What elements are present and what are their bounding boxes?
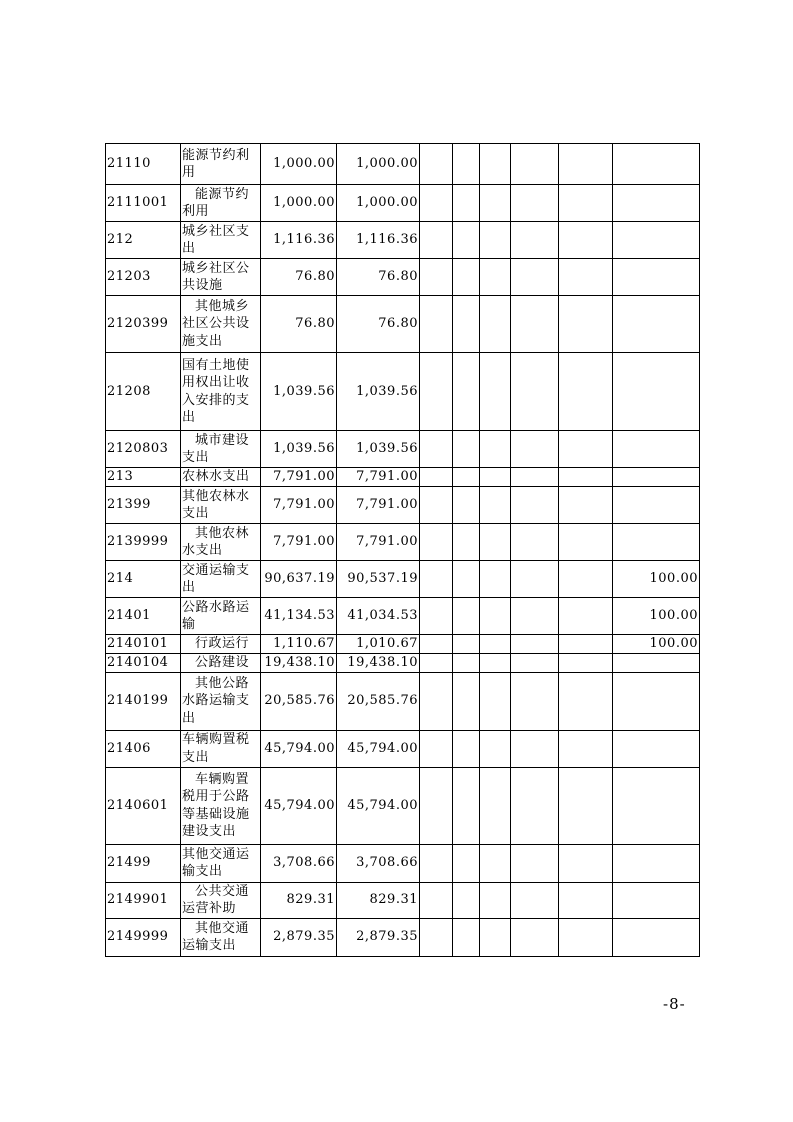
row-name: 公路建设 xyxy=(181,654,261,673)
row-cell-9 xyxy=(559,259,613,296)
row-total: 829.31 xyxy=(261,882,337,918)
row-name: 城市建设支出 xyxy=(181,431,261,468)
row-total: 76.80 xyxy=(261,259,337,296)
row-cell-5 xyxy=(420,767,453,844)
row-name: 城乡社区公共设施 xyxy=(181,259,261,296)
row-cell-10 xyxy=(613,468,700,487)
row-general: 7,791.00 xyxy=(337,487,420,524)
row-cell-7 xyxy=(480,296,511,353)
row-name: 车辆购置税用于公路等基础设施建设支出 xyxy=(181,767,261,844)
row-name: 其他农林水支出 xyxy=(181,487,261,524)
row-cell-8 xyxy=(511,598,559,635)
row-total: 1,116.36 xyxy=(261,222,337,259)
table-row xyxy=(106,468,700,487)
row-code: 21399 xyxy=(106,487,181,524)
row-cell-9 xyxy=(559,654,613,673)
row-cell-9 xyxy=(559,185,613,222)
row-total: 41,134.53 xyxy=(261,598,337,635)
row-total: 3,708.66 xyxy=(261,844,337,882)
row-total: 2,879.35 xyxy=(261,918,337,956)
row-cell-10 xyxy=(613,672,700,730)
row-total: 45,794.00 xyxy=(261,730,337,767)
row-code: 21406 xyxy=(106,730,181,767)
row-code: 2140101 xyxy=(106,635,181,654)
row-code: 2111001 xyxy=(106,185,181,222)
row-cell-5 xyxy=(420,882,453,918)
row-cell-6 xyxy=(453,767,480,844)
row-name: 车辆购置税支出 xyxy=(181,730,261,767)
table-row xyxy=(106,598,700,635)
row-cell-7 xyxy=(480,353,511,431)
row-total: 19,438.10 xyxy=(261,654,337,673)
row-cell-8 xyxy=(511,144,559,185)
row-general: 20,585.76 xyxy=(337,672,420,730)
row-cell-10: 100.00 xyxy=(613,561,700,598)
row-cell-5 xyxy=(420,487,453,524)
row-cell-6 xyxy=(453,635,480,654)
row-cell-9 xyxy=(559,431,613,468)
row-cell-9 xyxy=(559,598,613,635)
row-cell-7 xyxy=(480,468,511,487)
row-code: 2140601 xyxy=(106,767,181,844)
row-cell-5 xyxy=(420,598,453,635)
row-cell-9 xyxy=(559,296,613,353)
row-cell-7 xyxy=(480,767,511,844)
row-cell-7 xyxy=(480,635,511,654)
row-cell-10 xyxy=(613,524,700,561)
row-code: 2149999 xyxy=(106,918,181,956)
row-cell-5 xyxy=(420,918,453,956)
row-code: 21208 xyxy=(106,353,181,431)
row-cell-7 xyxy=(480,487,511,524)
row-general: 1,039.56 xyxy=(337,431,420,468)
table-row xyxy=(106,654,700,673)
row-cell-9 xyxy=(559,144,613,185)
row-cell-5 xyxy=(420,185,453,222)
row-cell-7 xyxy=(480,672,511,730)
row-code: 21203 xyxy=(106,259,181,296)
row-cell-9 xyxy=(559,882,613,918)
row-cell-7 xyxy=(480,259,511,296)
row-name: 农林水支出 xyxy=(181,468,261,487)
row-cell-10 xyxy=(613,767,700,844)
row-cell-10 xyxy=(613,353,700,431)
row-cell-5 xyxy=(420,296,453,353)
table-row xyxy=(106,144,700,185)
row-cell-7 xyxy=(480,598,511,635)
row-cell-8 xyxy=(511,259,559,296)
row-cell-7 xyxy=(480,222,511,259)
row-general: 76.80 xyxy=(337,259,420,296)
row-cell-7 xyxy=(480,844,511,882)
row-cell-8 xyxy=(511,672,559,730)
row-cell-8 xyxy=(511,524,559,561)
row-general: 41,034.53 xyxy=(337,598,420,635)
table-row xyxy=(106,487,700,524)
row-cell-7 xyxy=(480,144,511,185)
row-name: 行政运行 xyxy=(181,635,261,654)
row-cell-7 xyxy=(480,918,511,956)
row-cell-10 xyxy=(613,259,700,296)
row-general: 1,116.36 xyxy=(337,222,420,259)
row-code: 213 xyxy=(106,468,181,487)
row-cell-7 xyxy=(480,561,511,598)
row-total: 90,637.19 xyxy=(261,561,337,598)
row-cell-10 xyxy=(613,296,700,353)
row-cell-10 xyxy=(613,222,700,259)
budget-table xyxy=(105,143,700,957)
row-cell-6 xyxy=(453,918,480,956)
table-row xyxy=(106,844,700,882)
row-total: 7,791.00 xyxy=(261,524,337,561)
row-cell-10 xyxy=(613,844,700,882)
row-cell-6 xyxy=(453,431,480,468)
row-cell-5 xyxy=(420,672,453,730)
row-cell-10 xyxy=(613,730,700,767)
row-cell-9 xyxy=(559,767,613,844)
row-cell-8 xyxy=(511,730,559,767)
row-cell-6 xyxy=(453,222,480,259)
row-cell-10: 100.00 xyxy=(613,598,700,635)
row-cell-6 xyxy=(453,672,480,730)
row-total: 7,791.00 xyxy=(261,468,337,487)
row-cell-8 xyxy=(511,635,559,654)
row-general: 1,010.67 xyxy=(337,635,420,654)
row-cell-10 xyxy=(613,185,700,222)
row-cell-8 xyxy=(511,487,559,524)
row-cell-5 xyxy=(420,844,453,882)
row-name: 公共交通运营补助 xyxy=(181,882,261,918)
row-general: 76.80 xyxy=(337,296,420,353)
row-cell-5 xyxy=(420,144,453,185)
row-code: 2140104 xyxy=(106,654,181,673)
row-cell-6 xyxy=(453,468,480,487)
row-cell-10 xyxy=(613,431,700,468)
row-general: 829.31 xyxy=(337,882,420,918)
row-cell-6 xyxy=(453,561,480,598)
row-cell-8 xyxy=(511,222,559,259)
row-total: 1,039.56 xyxy=(261,431,337,468)
row-cell-9 xyxy=(559,918,613,956)
row-cell-6 xyxy=(453,844,480,882)
row-cell-6 xyxy=(453,882,480,918)
row-cell-5 xyxy=(420,259,453,296)
row-name: 其他城乡社区公共设施支出 xyxy=(181,296,261,353)
row-cell-9 xyxy=(559,487,613,524)
row-cell-10 xyxy=(613,654,700,673)
table-row xyxy=(106,524,700,561)
row-code: 214 xyxy=(106,561,181,598)
row-name: 交通运输支出 xyxy=(181,561,261,598)
row-code: 2139999 xyxy=(106,524,181,561)
row-cell-8 xyxy=(511,844,559,882)
table-row xyxy=(106,259,700,296)
row-cell-10 xyxy=(613,882,700,918)
table-row xyxy=(106,431,700,468)
row-total: 1,000.00 xyxy=(261,144,337,185)
row-cell-9 xyxy=(559,561,613,598)
row-cell-6 xyxy=(453,353,480,431)
table-row xyxy=(106,672,700,730)
row-code: 21110 xyxy=(106,144,181,185)
row-name: 其他公路水路运输支出 xyxy=(181,672,261,730)
table-row xyxy=(106,222,700,259)
row-cell-8 xyxy=(511,561,559,598)
row-cell-7 xyxy=(480,730,511,767)
page-number: -8- xyxy=(663,995,686,1013)
row-cell-9 xyxy=(559,524,613,561)
row-name: 能源节约利用 xyxy=(181,144,261,185)
row-total: 1,000.00 xyxy=(261,185,337,222)
row-cell-7 xyxy=(480,431,511,468)
row-cell-8 xyxy=(511,882,559,918)
table-row xyxy=(106,918,700,956)
row-cell-9 xyxy=(559,635,613,654)
row-code: 2120803 xyxy=(106,431,181,468)
row-cell-6 xyxy=(453,730,480,767)
row-general: 7,791.00 xyxy=(337,524,420,561)
row-total: 1,039.56 xyxy=(261,353,337,431)
row-name: 城乡社区支出 xyxy=(181,222,261,259)
row-cell-5 xyxy=(420,431,453,468)
row-general: 1,000.00 xyxy=(337,185,420,222)
row-general: 19,438.10 xyxy=(337,654,420,673)
row-cell-8 xyxy=(511,185,559,222)
row-cell-6 xyxy=(453,185,480,222)
row-cell-8 xyxy=(511,654,559,673)
table-row xyxy=(106,730,700,767)
row-name: 能源节约利用 xyxy=(181,185,261,222)
row-cell-5 xyxy=(420,635,453,654)
row-cell-8 xyxy=(511,431,559,468)
row-cell-7 xyxy=(480,185,511,222)
row-total: 76.80 xyxy=(261,296,337,353)
row-name: 其他交通运输支出 xyxy=(181,844,261,882)
row-cell-10 xyxy=(613,487,700,524)
row-general: 90,537.19 xyxy=(337,561,420,598)
row-cell-9 xyxy=(559,353,613,431)
row-cell-10 xyxy=(613,918,700,956)
row-cell-9 xyxy=(559,844,613,882)
row-name: 公路水路运输 xyxy=(181,598,261,635)
row-cell-10: 100.00 xyxy=(613,635,700,654)
table-row xyxy=(106,882,700,918)
table-row xyxy=(106,296,700,353)
row-cell-8 xyxy=(511,468,559,487)
table-row xyxy=(106,185,700,222)
row-cell-5 xyxy=(420,561,453,598)
table-row xyxy=(106,561,700,598)
row-total: 45,794.00 xyxy=(261,767,337,844)
row-cell-9 xyxy=(559,468,613,487)
row-code: 2140199 xyxy=(106,672,181,730)
row-code: 212 xyxy=(106,222,181,259)
row-cell-7 xyxy=(480,654,511,673)
row-cell-5 xyxy=(420,353,453,431)
row-cell-5 xyxy=(420,730,453,767)
table-row xyxy=(106,767,700,844)
table-row xyxy=(106,353,700,431)
row-cell-9 xyxy=(559,672,613,730)
row-cell-8 xyxy=(511,767,559,844)
row-code: 21401 xyxy=(106,598,181,635)
row-cell-6 xyxy=(453,259,480,296)
row-cell-9 xyxy=(559,222,613,259)
row-cell-6 xyxy=(453,296,480,353)
row-cell-6 xyxy=(453,598,480,635)
row-cell-6 xyxy=(453,654,480,673)
row-code: 2120399 xyxy=(106,296,181,353)
row-cell-5 xyxy=(420,524,453,561)
row-general: 1,039.56 xyxy=(337,353,420,431)
row-cell-6 xyxy=(453,487,480,524)
row-code: 2149901 xyxy=(106,882,181,918)
row-code: 21499 xyxy=(106,844,181,882)
row-cell-5 xyxy=(420,468,453,487)
row-cell-6 xyxy=(453,524,480,561)
row-cell-7 xyxy=(480,524,511,561)
row-general: 3,708.66 xyxy=(337,844,420,882)
row-general: 2,879.35 xyxy=(337,918,420,956)
row-cell-9 xyxy=(559,730,613,767)
row-cell-10 xyxy=(613,144,700,185)
row-total: 1,110.67 xyxy=(261,635,337,654)
row-cell-6 xyxy=(453,144,480,185)
row-cell-5 xyxy=(420,654,453,673)
row-name: 国有土地使用权出让收入安排的支出 xyxy=(181,353,261,431)
row-general: 45,794.00 xyxy=(337,767,420,844)
row-cell-7 xyxy=(480,882,511,918)
row-total: 20,585.76 xyxy=(261,672,337,730)
row-cell-5 xyxy=(420,222,453,259)
row-cell-8 xyxy=(511,353,559,431)
row-name: 其他交通运输支出 xyxy=(181,918,261,956)
row-name: 其他农林水支出 xyxy=(181,524,261,561)
row-general: 45,794.00 xyxy=(337,730,420,767)
row-general: 7,791.00 xyxy=(337,468,420,487)
row-total: 7,791.00 xyxy=(261,487,337,524)
row-cell-8 xyxy=(511,918,559,956)
table-row xyxy=(106,635,700,654)
row-cell-8 xyxy=(511,296,559,353)
row-general: 1,000.00 xyxy=(337,144,420,185)
